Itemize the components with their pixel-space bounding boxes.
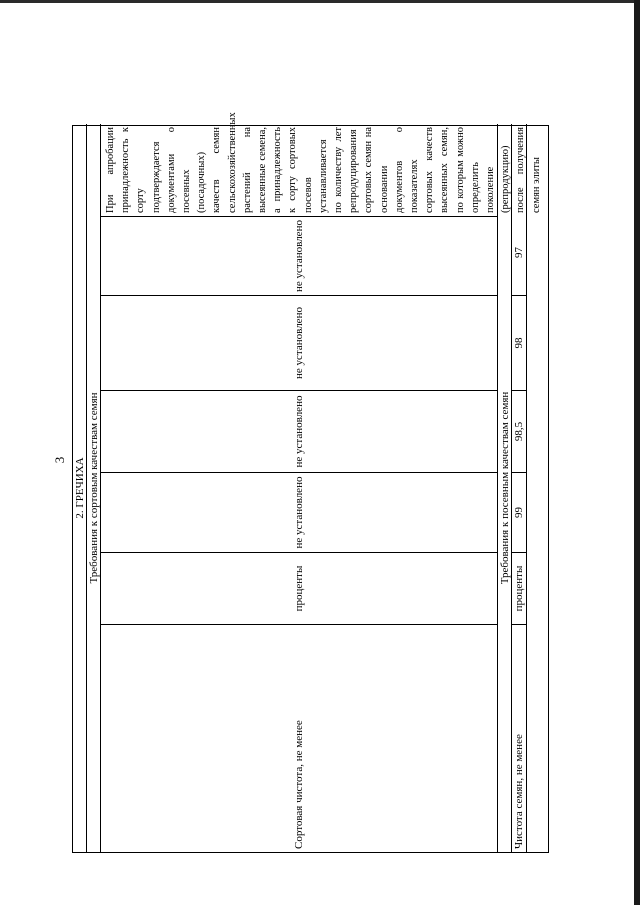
scan-edge-top — [0, 0, 640, 3]
chistota-v4: 97 — [513, 247, 525, 258]
sortovaya-col2: не установлено — [101, 390, 497, 472]
chistota-row — [512, 124, 526, 852]
chistota-v2: 98,5 — [512, 390, 526, 472]
scan-edge-right — [634, 0, 640, 905]
sortovye-header: Требования к сортовым качествам семян — [87, 392, 100, 584]
chistota-label: Чистота семян, не менее — [512, 624, 526, 852]
page-number: 3 — [52, 456, 67, 464]
section-title-row — [73, 124, 87, 852]
posevnye-header: Требования к посевным качествам семян — [498, 391, 511, 585]
requirements-table — [72, 112, 549, 853]
sortovaya-note: При апробации принадлежность к сорту подтверждается документами о посевных (посадочных) качеств семян сельскохозяйственных растений на высеянные семена, а принадлежность к сорту сортовых посевов устанавливается по количеству лет репродуцирования сортовых семян на основании документов о показателях сортовых качеств высеянных семян, по которым можно определить поколение (репродукцию) после получения семян элиты — [105, 112, 542, 213]
sortovaya-col1: не установлено — [101, 472, 497, 552]
chistota-unit: проценты — [512, 552, 526, 624]
chistota-v1: 99 — [512, 472, 526, 552]
empty-bottom-strip — [526, 124, 548, 852]
rotated-document — [73, 112, 550, 852]
chistota-v3: 98 — [512, 295, 526, 390]
sortovaya-label: Сортовая чистота, не менее — [101, 624, 497, 852]
section-title: 2. ГРЕЧИХА — [73, 457, 86, 519]
sortovaya-col3: не установлено — [101, 295, 497, 390]
sortovye-header-row — [87, 124, 101, 852]
sortovaya-unit: проценты — [101, 552, 497, 624]
sortovaya-col4-value: не установлено — [101, 216, 497, 295]
posevnye-header-row — [498, 124, 512, 852]
